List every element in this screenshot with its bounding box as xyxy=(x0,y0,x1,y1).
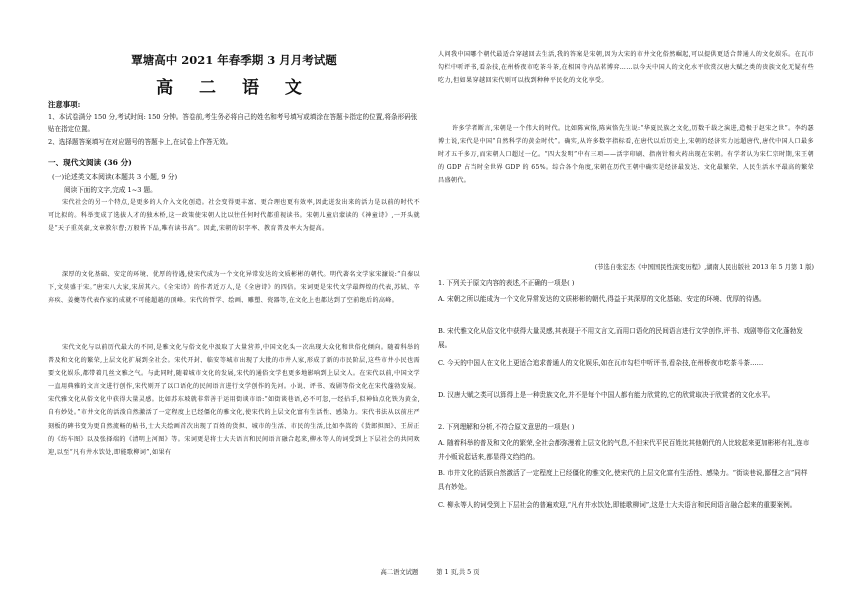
page-footer xyxy=(0,567,860,576)
passage-paragraph: 深厚的文化基础、安定的环境、优厚的待遇,使宋代成为一个文化异常发达的文质彬彬的朝代。明代著名文学家宋濂说:“自秦以下,文莫盛于宋。”唐宋八大家,宋居其六。《全宋诗》的作者近万人,是《全唐诗》的四倍。宋词更是宋代文学最辉煌的代表,苏轼、辛弃疾、姜夔等代表作家的成就不可能超越的顶峰。宋代的哲学、绘画、雕塑、瓷器等,在文化上也都达到了空前绝后的高峰。 xyxy=(48,271,420,305)
notice-heading: 注意事项: xyxy=(48,100,81,109)
question-stem: 2. 下列理解和分析,不符合原文意思的一项是( ) xyxy=(438,423,575,431)
question-option: A. 宋朝之所以能成为一个文化异常发达的文质彬彬的朝代,得益于其深厚的文化基础、安定的环境、优厚的待遇。 xyxy=(438,295,766,303)
question-option: C. 柳永等人的词受到上下层社会的普遍欢迎,“凡有井水饮处,即能歌柳词”,这是士大夫语言和民间语言融合起来的重要案例。 xyxy=(438,501,797,509)
subsection-heading: (一)论述类文本阅读(本题共 3 小题, 9 分) xyxy=(52,173,178,181)
exam-subject: 高 二 语 文 xyxy=(156,78,312,98)
question-option: D. 汉唐大赋之类可以算得上是一种贵族文化,并不是每个中国人都有能力欣赏的,它的欣赏取决于欣赏者的文化水平。 xyxy=(438,391,775,399)
passage-paragraph: 宋代社会的另一个特点,是更多的人介入文化创造。社会变得更丰富、更合理也更有效率,因此迸发出来的活力是以前的时代不可比拟的。科举变成了选拔人才的独木桥,这一政策使宋朝人比以往任何时代都重视读书。宋朝儿童启蒙读的《神童诗》,一开头就是“天子重英豪,文章教尔曹;万般皆下品,唯有读书高”。因此,宋朝的识字率、教育普及率大为提高。 xyxy=(48,199,420,233)
exam-title: 覃塘高中 2021 年春季期 3 月月考试题 xyxy=(131,53,337,67)
section-heading: 一、现代文阅读 (36 分) xyxy=(48,158,132,167)
question-stem: 1. 下列关于原文内容的表述,不正确的一项是( ) xyxy=(438,279,575,287)
passage-source: (节选自张宏杰《中国国民性演变历程》,湖南人民出版社 2013 年 5 月第 1 版) xyxy=(594,264,814,271)
passage-paragraph: 许多学者断言,宋朝是一个伟大的时代。比如陈寅恪,陈寅恪先生说:“华夏民族之文化,历数千载之演进,造极于赵宋之世”。李约瑟博士说,宋代是中国“自然科学的黄金时代”。确实,从许多数字指标看,在唐代以后历史上,宋朝的经济实力远超唐代,唐代中国人口最多时才五千多万,而宋朝人口超过一亿。“四大发明”中有三项——活字印刷、指南针和火药出现在宋朝。有学者认为宋仁宗时期,宋王朝的 GDP 占当时全世界 GDP 的 65%。综合各个角度,宋朝在历代王朝中确实是经济最发达、文化最繁荣、人民生活水平最高的繁荣昌盛朝代。 xyxy=(438,125,814,185)
notice-item: 2、选择题答案填写在对应题号的答题卡上,在试卷上作答无效。 xyxy=(48,138,233,146)
footer-page-number: 第 1 页,共 5 页 xyxy=(436,569,480,576)
question-option: C. 今天的中国人在文化上更适合追求普通人的文化娱乐,如在瓦市勾栏中听评书,看杂技,在州桥夜市吃茶斗茶…… xyxy=(438,359,764,367)
passage-paragraph: 宋代文化与以前历代最大的不同,是雅文化与俗文化中汲取了大量营养,中国文化头一次出现大众化和世俗化倾向。随着科举的普及和文化的繁荣,上层文化扩展到全社会。宋代开封、临安等城市出现了大批的市井人家,形成了新的市民阶层,这些市井小民也需要文化娱乐,都带着几丝文雅之气。与此同时,随着城市文化的发展,宋代的通俗文学也更多地影响到上层文人。在宋代以前,中国文学一直用典雅的文言文进行创作,宋代则开了以口语化的民间语言进行文学创作的先河。小说、评书、戏剧等俗文化在宋代蓬勃发展。宋代雅文化从俗文化中获得大量灵感。比如苏东坡就非常善于运用街谈市语:“如街谈巷语,必不可忽,一经拈手,似神仙点化铁为黄金,自有妙处。”市井文化的活泼自然激活了一定程度上已经僵化的雅文化,使宋代的上层文化富有生活性、感染力。宋代书法从以前庄严刻板的碑书变为更自然流畅的帖书,士大夫绘画首次出现了百姓的货担、城市的生活、市民的生活,比如李嵩的《货郎担图》、王居正的《纺车图》以及张择端的《清明上河图》等。宋词更是将士大夫语言和民间语言融合起来,柳永等人的词受到上下层社会的共同欢迎,以至“凡有井水饮处,即能歌柳词”,如果有 xyxy=(48,344,420,456)
question-option: B. 宋代雅文化从俗文化中获得大量灵感,其表现于不用文言文,而用口语化的民间语言进行文学创作,评书、戏剧等俗文化蓬勃发展。 xyxy=(438,327,803,349)
passage-paragraph: 人问我中国哪个朝代最适合穿越回去生活,我的答案是宋朝,因为大宋的市井文化俗然崛起,可以提供更适合普通人的文化娱乐。在瓦市勾栏中听评书,看杂技,在州桥夜市吃茶斗茶,在相国寺内品茗博弈……以今天中国人的文化水平欣赏汉唐大赋之类的贵族文化无疑有些吃力,但如果穿越回宋代则可以找到种种平民化的文化享受。 xyxy=(438,51,814,85)
question-option: A. 随着科举的普及和文化的繁荣,全社会都弥漫着上层文化的气息,不但宋代平民百姓比其他朝代的人比较起来更加彬彬有礼,连市井小贩说起话来,都显得文绉绉的。 xyxy=(438,439,810,461)
question-option: B. 市井文化的活跃自然激活了一定程度上已经僵化的雅文化,使宋代的上层文化富有生活性、感染力。“街谈巷说,鄙俚之言”同样具有妙处。 xyxy=(438,469,808,491)
notice-item: 1、本试卷满分 150 分,考试时间: 150 分钟。答卷前,考生务必将自己的姓名和考号填写或填涂在答题卡指定的位置,将条形码张贴在指定位置。 xyxy=(48,113,418,133)
reading-instruction: 阅读下面的文字,完成 1~3 题。 xyxy=(64,186,157,194)
footer-doc-name: 高二语文试题 xyxy=(380,569,419,576)
